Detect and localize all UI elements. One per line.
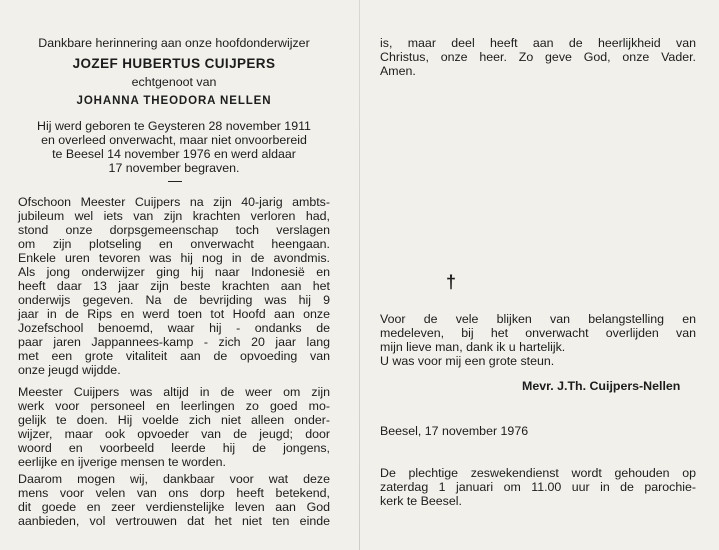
intro-line: Dankbare herinnering aan onze hoofdonderwijzer [38,36,310,50]
service-line: De plechtige zeswekendienst wordt gehouden op [380,466,696,480]
paragraph-line: Ofschoon Meester Cuijpers na zijn 40-jarig ambts- [18,195,330,209]
place-date: Beesel, 17 november 1976 [380,424,529,438]
service-line: zaterdag 1 januari om 11.00 uur in de parochie- [380,480,696,494]
paragraph-line: Meester Cuijpers was altijd in de weer om zijn [18,385,330,399]
card-fold [359,0,360,550]
paragraph-line: Als jong onderwijzer ging hij naar Indonesië en [18,265,330,279]
dates-line: Hij werd geboren te Geysteren 28 november 1911 [37,119,311,133]
paragraph-line: jaar in de Rips en werd toen tot Hoofd aan onze [18,307,330,321]
paragraph-line: woord en voorbeeld leerde hij de jongens, [18,441,330,455]
thanks-line: mijn lieve man, dank ik u hartelijk. [380,340,566,354]
paragraph-line: mens voor velen van ons dorp heeft betekend, [18,486,330,500]
paragraph-line: dit goede en zeer verdienstelijke leven aan God [18,500,330,514]
paragraph-line: stond onze dorpsgemeenschap toch verslagen [18,223,330,237]
paragraph-line: Jozefschool benoemd, waar hij - ondanks de [18,321,330,335]
thanks-line: medeleven, bij het onverwacht overlijden van [380,326,696,340]
thanks-line: U was voor mij een grote steun. [380,354,555,368]
service-line: kerk te Beesel. [380,494,462,508]
dates-line: en overleed onverwacht, maar niet onvoorbereid [41,133,307,147]
deceased-name: JOZEF HUBERTUS CUIJPERS [72,56,276,71]
paragraph-line: werk voor personeel en leerlingen zo goed mo- [18,399,330,413]
paragraph-line: gelijk te doen. Hij voelde zich niet alleen onder- [18,413,330,427]
paragraph-line: eerlijke en ijverige mensen te worden. [18,455,226,469]
spouse-label: echtgenoot van [131,75,217,89]
paragraph-line: paar jaren Jappannees-kamp - zich 20 jaar lang [18,335,330,349]
paragraph-line: aanbieden, vol vertrouwen dat het niet ten einde [18,514,330,528]
paragraph-line: om zijn plotseling en onverwacht heengaan. [18,237,330,251]
paragraph-line: Daarom mogen wij, dankbaar voor wat deze [18,472,330,486]
paragraph-line: Amen. [380,64,416,78]
separator-dash [168,181,182,182]
paragraph-line: is, maar deel heeft aan de heerlijkheid van [380,36,696,50]
paragraph-line: Christus, onze heer. Zo geve God, onze Vader. [380,50,696,64]
paragraph-line: onderwijs gegeven. Na de bevrijding was hij 9 [18,293,330,307]
paragraph-line: onze jeugd wijdde. [18,363,121,377]
paragraph-line: Enkele uren tevoren was hij nog in de avondmis. [18,251,330,265]
paragraph-line: heeft daar 13 jaar zijn beste krachten aan het [18,279,330,293]
thanks-line: Voor de vele blijken van belangstelling en [380,312,696,326]
paragraph-line: jubileum wel iets van zijn krachten verloren had, [18,209,330,223]
paragraph-line: met een grote vitaliteit aan de opvoeding van [18,349,330,363]
dates-line: 17 november begraven. [108,161,240,175]
dates-line: te Beesel 14 november 1976 en werd aldaar [52,147,296,161]
paragraph-line: wijzer, maar ook opvoeder van de jeugd; door [18,427,330,441]
cross-icon: † [446,272,457,292]
spouse-name: JOHANNA THEODORA NELLEN [76,95,272,107]
signature: Mevr. J.Th. Cuijpers-Nellen [522,379,681,393]
